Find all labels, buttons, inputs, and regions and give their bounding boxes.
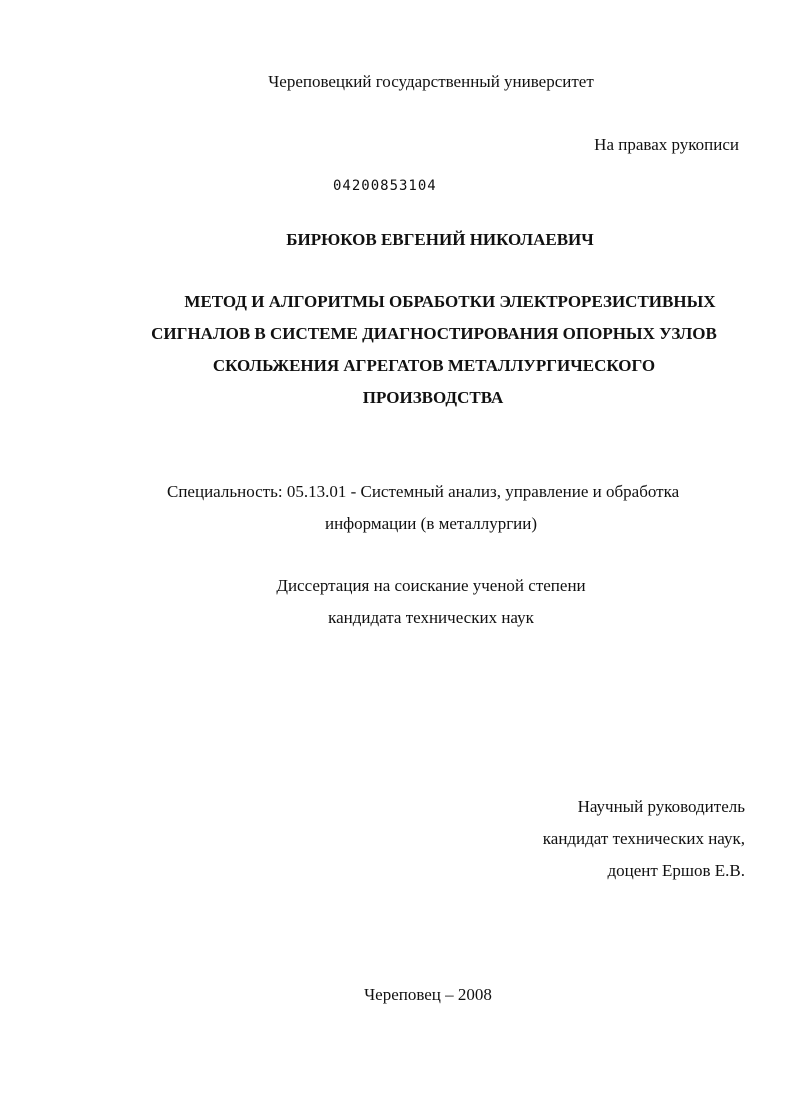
title-line-4: ПРОИЗВОДСТВА: [362, 388, 504, 407]
degree-line-1: Диссертация на соискание ученой степени: [276, 576, 586, 595]
supervisor-name: доцент Ершов Е.В.: [607, 861, 745, 880]
author-name: БИРЮКОВ ЕВГЕНИЙ НИКОЛАЕВИЧ: [286, 230, 594, 249]
university-name: Череповецкий государственный университет: [268, 72, 594, 91]
specialty-line-1: Специальность: 05.13.01 - Системный анализ, управление и обработка: [167, 482, 680, 501]
registry-number: 04200853104: [333, 178, 437, 194]
manuscript-rights: На правах рукописи: [594, 135, 739, 154]
title-line-3: СКОЛЬЖЕНИЯ АГРЕГАТОВ МЕТАЛЛУРГИЧЕСКОГО: [212, 356, 656, 375]
supervisor-degree: кандидат технических наук,: [542, 829, 745, 848]
city-year: Череповец – 2008: [364, 985, 492, 1004]
title-line-2: СИГНАЛОВ В СИСТЕМЕ ДИАГНОСТИРОВАНИЯ ОПОРНЫХ УЗЛОВ: [151, 324, 717, 343]
title-line-1: МЕТОД И АЛГОРИТМЫ ОБРАБОТКИ ЭЛЕКТРОРЕЗИСТИВНЫХ: [184, 292, 716, 311]
supervisor-title: Научный руководитель: [577, 797, 745, 816]
degree-line-2: кандидата технических наук: [328, 608, 534, 627]
specialty-line-2: информации (в металлургии): [324, 514, 538, 533]
